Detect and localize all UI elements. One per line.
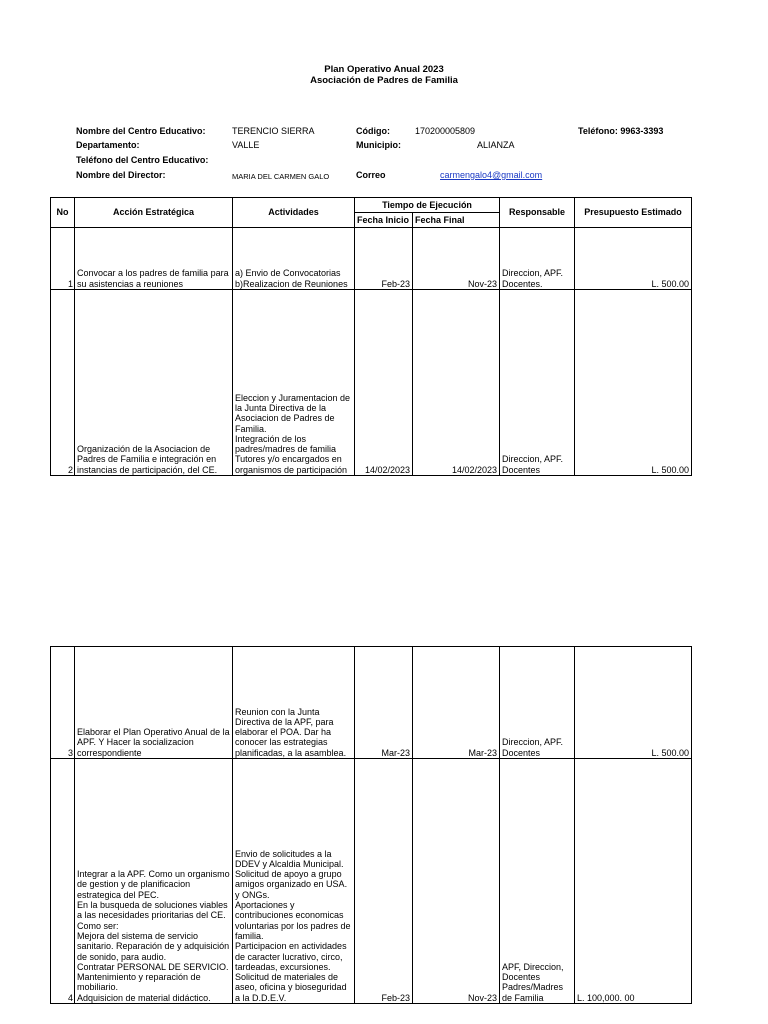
municipio-label: Municipio:: [356, 140, 401, 150]
row-no: 4: [51, 759, 75, 1004]
row-no: 2: [51, 290, 75, 476]
row-fecha-final: 14/02/2023: [413, 290, 500, 476]
row-presupuesto: L. 500.00: [575, 228, 692, 290]
director-value: MARIA DEL CARMEN GALO: [232, 172, 330, 181]
row-fecha-final: Mar-23: [413, 647, 500, 759]
row-presupuesto: L. 500.00: [575, 647, 692, 759]
row-actividades: Reunion con la Junta Directiva de la APF, para elaborar el POA. Dar ha conocer las estrategias planificadas, a la asamblea.: [233, 647, 355, 759]
header-no: No: [51, 198, 75, 228]
row-responsable: Direccion, APF. Docentes: [500, 647, 575, 759]
telefono-centro-label: Teléfono del Centro Educativo:: [76, 155, 209, 165]
departamento-label: Departamento:: [76, 140, 140, 150]
row-fecha-final: Nov-23: [413, 228, 500, 290]
header-accion: Acción Estratégica: [75, 198, 233, 228]
row-presupuesto: L. 500.00: [575, 290, 692, 476]
codigo-label: Código:: [356, 126, 390, 136]
row-accion: Elaborar el Plan Operativo Anual de la APF. Y Hacer la socializacion correspondiente: [75, 647, 233, 759]
row-actividades: Eleccion y Juramentacion de la Junta Directiva de la Asociacion de Padres de Familia. Integración de los padres/madres de familia Tutores y/o encargados en organismos de participación: [233, 290, 355, 476]
telefono-label: Teléfono: 9963-3393: [578, 126, 664, 136]
row-fecha-inicio: Mar-23: [355, 647, 413, 759]
row-fecha-inicio: Feb-23: [355, 759, 413, 1004]
row-no: 3: [51, 647, 75, 759]
municipio-value: ALIANZA: [477, 140, 515, 150]
correo-link[interactable]: carmengalo4@gmail.com: [440, 170, 543, 180]
director-label: Nombre del Director:: [76, 170, 166, 180]
row-fecha-inicio: 14/02/2023: [355, 290, 413, 476]
table-row: [51, 228, 692, 290]
document-title: Plan Operativo Anual 2023: [324, 64, 444, 75]
centro-value: TERENCIO SIERRA: [232, 126, 315, 136]
row-actividades: Envio de solicitudes a la DDEV y Alcaldia Municipal. Solicitud de apoyo a grupo amigos organizado en USA. y ONGs. Aportaciones y contribuciones economicas voluntarias por los padres de familia. Participacion en actividades de caracter lucrativo, circo, tardeadas, excursiones. Solicitud de materiales de aseo, oficina y bioseguridad a la D.D.E.V.: [233, 759, 355, 1004]
document-subtitle: Asociación de Padres de Familia: [310, 75, 458, 86]
row-responsable: Direccion, APF. Docentes: [500, 290, 575, 476]
header-responsable: Responsable: [500, 198, 575, 228]
row-accion: Convocar a los padres de familia para su asistencias a reuniones: [75, 228, 233, 290]
row-presupuesto: L. 100,000. 00: [575, 759, 692, 1004]
codigo-value: 170200005809: [415, 126, 476, 136]
header-actividades: Actividades: [233, 198, 355, 228]
header-presupuesto: Presupuesto Estimado: [575, 198, 692, 228]
row-accion: Organización de la Asociacion de Padres de Familia e integración en instancias de participación, del CE.: [75, 290, 233, 476]
row-responsable: APF, Direccion, Docentes Padres/Madres de Familia: [500, 759, 575, 1004]
row-accion: Integrar a la APF. Como un organismo de gestion y de planificacion estrategica del PEC. En la busqueda de soluciones viables a las necesidades prioritarias del CE. Como ser: Mejora del sistema de servicio sanitario. Reparación de y adquisición de sonido, para audio. Contratar PERSONAL DE SERVICIO. Mantenimiento y reparación de mobiliario. Adquisicion de material didáctico.: [75, 759, 233, 1004]
row-responsable: Direccion, APF. Docentes.: [500, 228, 575, 290]
table-row: [51, 647, 692, 759]
row-no: 1: [51, 228, 75, 290]
header-fecha-final: Fecha Final: [413, 213, 500, 228]
row-fecha-final: Nov-23: [413, 759, 500, 1004]
header-tiempo: Tiempo de Ejecución: [355, 198, 500, 213]
correo-label: Correo: [356, 170, 386, 180]
row-fecha-inicio: Feb-23: [355, 228, 413, 290]
table-row: [51, 759, 692, 1004]
table-row: [51, 290, 692, 476]
row-actividades: a) Envio de Convocatorias b)Realizacion de Reuniones: [233, 228, 355, 290]
poa-table-page-2: [50, 646, 692, 1004]
poa-table-page-1: [50, 197, 692, 476]
header-fecha-inicio: Fecha Inicio: [355, 213, 413, 228]
centro-label: Nombre del Centro Educativo:: [76, 126, 206, 136]
departamento-value: VALLE: [232, 140, 260, 150]
